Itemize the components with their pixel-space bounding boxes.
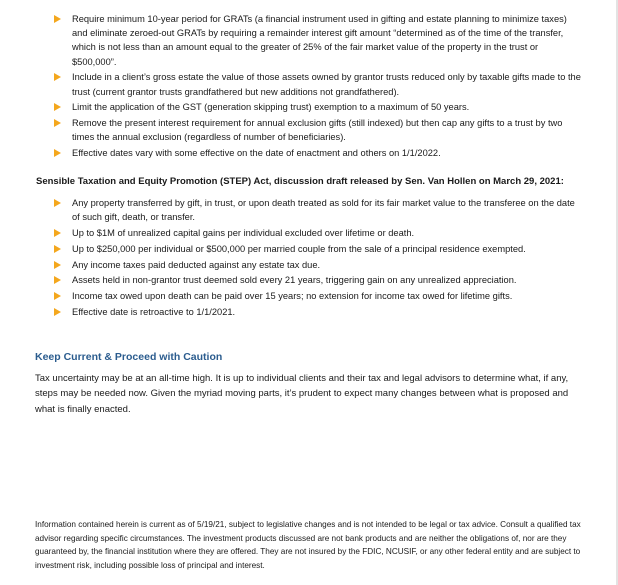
list-item (54, 226, 584, 240)
list-item (54, 242, 584, 256)
list-item-text: Effective date is retroactive to 1/1/2021. (72, 306, 236, 317)
list-item (54, 258, 584, 272)
right-arrowhead-icon (54, 15, 61, 23)
right-arrowhead-icon (54, 199, 61, 207)
list-item-text: Include in a client’s gross estate the value of those assets owned by grantor trusts reduced only by taxable gifts made to the trust (current grantor trusts grandfathered but new additions not grandfathered). (72, 72, 581, 97)
right-arrowhead-icon (54, 73, 61, 81)
list-item-text: Assets held in non-grantor trust deemed sold every 21 years, triggering gain on any unrealized appreciation. (72, 275, 517, 286)
section-title: Keep Current & Proceed with Caution (35, 351, 223, 363)
step-act-bullet-list (54, 196, 584, 321)
right-arrowhead-icon (54, 119, 61, 127)
list-item-text: Any property transferred by gift, in trust, or upon death treated as sold for its fair market value to the transferee on the date of such gift, death, or transfer. (72, 198, 575, 223)
list-item (54, 70, 584, 98)
right-arrowhead-icon (54, 245, 61, 253)
list-item (54, 12, 584, 69)
list-item (54, 116, 584, 144)
list-item-text: Income tax owed upon death can be paid over 15 years; no extension for income tax owed for lifetime gifts. (72, 291, 513, 302)
right-arrowhead-icon (54, 276, 61, 284)
list-item-text: Up to $1M of unrealized capital gains per individual excluded over lifetime or death. (72, 228, 415, 238)
list-item (54, 289, 584, 303)
list-item-text: Up to $250,000 per individual or $500,000 per married couple from the sale of a principal residence exempted. (72, 243, 526, 254)
list-item-text: Effective dates vary with some effective on the date of enactment and others on 1/1/2022. (72, 148, 441, 159)
list-item (54, 196, 584, 224)
right-arrowhead-icon (54, 103, 61, 111)
list-item-text: Any income taxes paid deducted against any estate tax due. (72, 259, 321, 270)
list-item (54, 305, 584, 319)
right-arrowhead-icon (54, 149, 61, 157)
right-arrowhead-icon (54, 261, 61, 269)
list-item-text: Remove the present interest requirement for annual exclusion gifts (still indexed) but then cap any gifts to a trust by two times the annual exclusion (regardless of number of beneficiaries). (72, 118, 563, 143)
list-item (54, 273, 584, 287)
list-item (54, 100, 584, 114)
right-arrowhead-icon (54, 292, 61, 300)
list-item (54, 146, 584, 160)
step-act-heading: Sensible Taxation and Equity Promotion (STEP) Act, discussion draft released by Sen. Van Hollen on March 29, 2021: (36, 176, 564, 187)
right-arrowhead-icon (54, 308, 61, 316)
section-body-paragraph: Tax uncertainty may be at an all-time high. It is up to individual clients and their tax and legal advisors to determine what, if any, steps may be needed now. Given the myriad moving parts, it’s prudent to expect many changes between what is proposed and what is finally enacted. (35, 373, 569, 415)
list-item-text: Require minimum 10-year period for GRATs (a financial instrument used in gifting and estate planning to minimize taxes) and eliminate zeroed-out GRATs by requiring a remainder interest gift amount “determined as of the time of the transfer, which is not less than an amount equal to the greater of 25% of the fair market value of the property in the trust or $500,000”. (72, 14, 567, 67)
proposal-bullet-list (54, 12, 584, 162)
disclaimer-text: Information contained herein is current as of 5/19/21, subject to legislative changes and is not intended to be legal or tax advice. Consult a qualified tax advisor regarding specific circumstances. The investment products discussed are not bank products and are neither the obligations of, nor are they guaranteed by, the financial institution where they are offered. They are not insured by the FDIC, NCUSIF, or any other federal entity and are subject to investment risk, including possible loss of principal and interest. (35, 520, 581, 570)
list-item-text: Limit the application of the GST (generation skipping trust) exemption to a maximum of 50 years. (72, 102, 470, 113)
right-arrowhead-icon (54, 229, 61, 237)
